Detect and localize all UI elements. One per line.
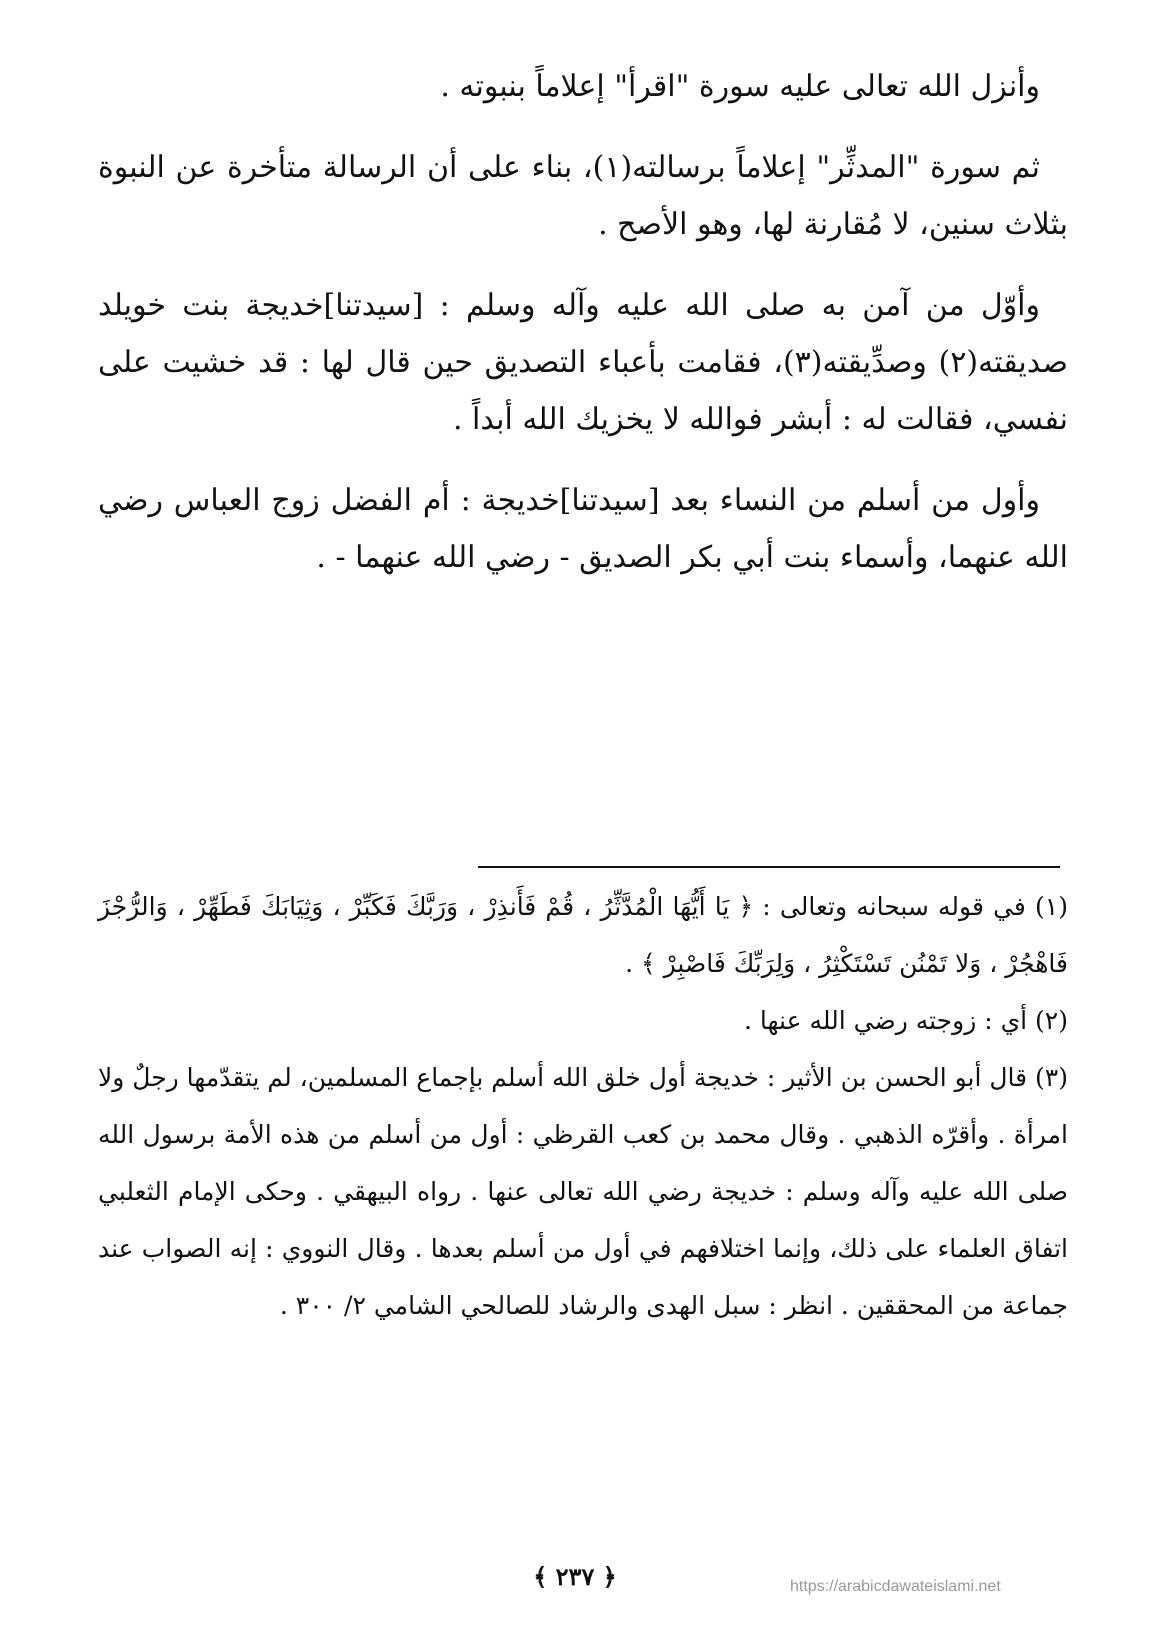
footnotes [98, 878, 1068, 1334]
main-text [98, 58, 1068, 610]
page-number: ﴿ ٢٣٧ ﴾ [533, 1562, 617, 1591]
footnote-1: (١) في قوله سبحانه وتعالى : ﴿ يَا أَيُّهَا الْمُدَّثِّرُ ، قُمْ فَأَنذِرْ ، وَرَبَّكَ فَكَبِّرْ ، وَثِيَابَكَ فَطَهِّرْ ، وَالرُّجْزَ فَاهْجُرْ ، وَلا تَمْنُن تَسْتَكْثِرُ ، وَلِرَبِّكَ فَاصْبِرْ ﴾ . [98, 892, 1068, 978]
paragraph-revelation-iqra: وأنزل الله تعالى عليه سورة "اقرأ" إعلاماً بنبوته . [440, 69, 1040, 104]
paragraph-first-believer: وأوّل من آمن به صلى الله عليه وآله وسلم : [سيدتنا]خديجة بنت خويلد صديقته(٢) وصدِّيقته(٣)، فقامت بأعباء التصديق حين قال لها : قد خشيت على نفسي، فقالت له : أبشر فوالله لا يخزيك الله أبداً . [98, 288, 1068, 437]
footnote-separator [478, 866, 1060, 868]
paragraph-revelation-muddaththir: ثم سورة "المدثِّر" إعلاماً برسالته(١)، بناء على أن الرسالة متأخرة عن النبوة بثلاث سنين، لا مُقارنة لها، وهو الأصح . [98, 150, 1068, 242]
paragraph-first-women-muslims: وأول من أسلم من النساء بعد [سيدتنا]خديجة : أم الفضل زوج العباس رضي الله عنهما، وأسماء بنت أبي بكر الصديق - رضي الله عنهما - . [98, 483, 1068, 575]
footnote-2: (٢) أي : زوجته رضي الله عنها . [744, 1006, 1068, 1035]
footnote-3: (٣) قال أبو الحسن بن الأثير : خديجة أول خلق الله أسلم بإجماع المسلمين، لم يتقدّمها رجلٌ ولا امرأة . وأقرّه الذهبي . وقال محمد بن كعب القرظي : أول من أسلم من هذه الأمة برسول الله صلى الله عليه وآله وسلم : خديجة رضي الله تعالى عنها . رواه البيهقي . وحكى الإمام الثعلبي اتفاق العلماء على ذلك، وإنما اختلافهم في أول من أسلم بعدها . وقال النووي : إنه الصواب عند جماعة من المحققين . انظر : سبل الهدى والرشاد للصالحي الشامي ٢/ ٣٠٠ . [98, 1063, 1068, 1320]
watermark-url: https://arabicdawateislami.net [790, 1578, 1001, 1595]
